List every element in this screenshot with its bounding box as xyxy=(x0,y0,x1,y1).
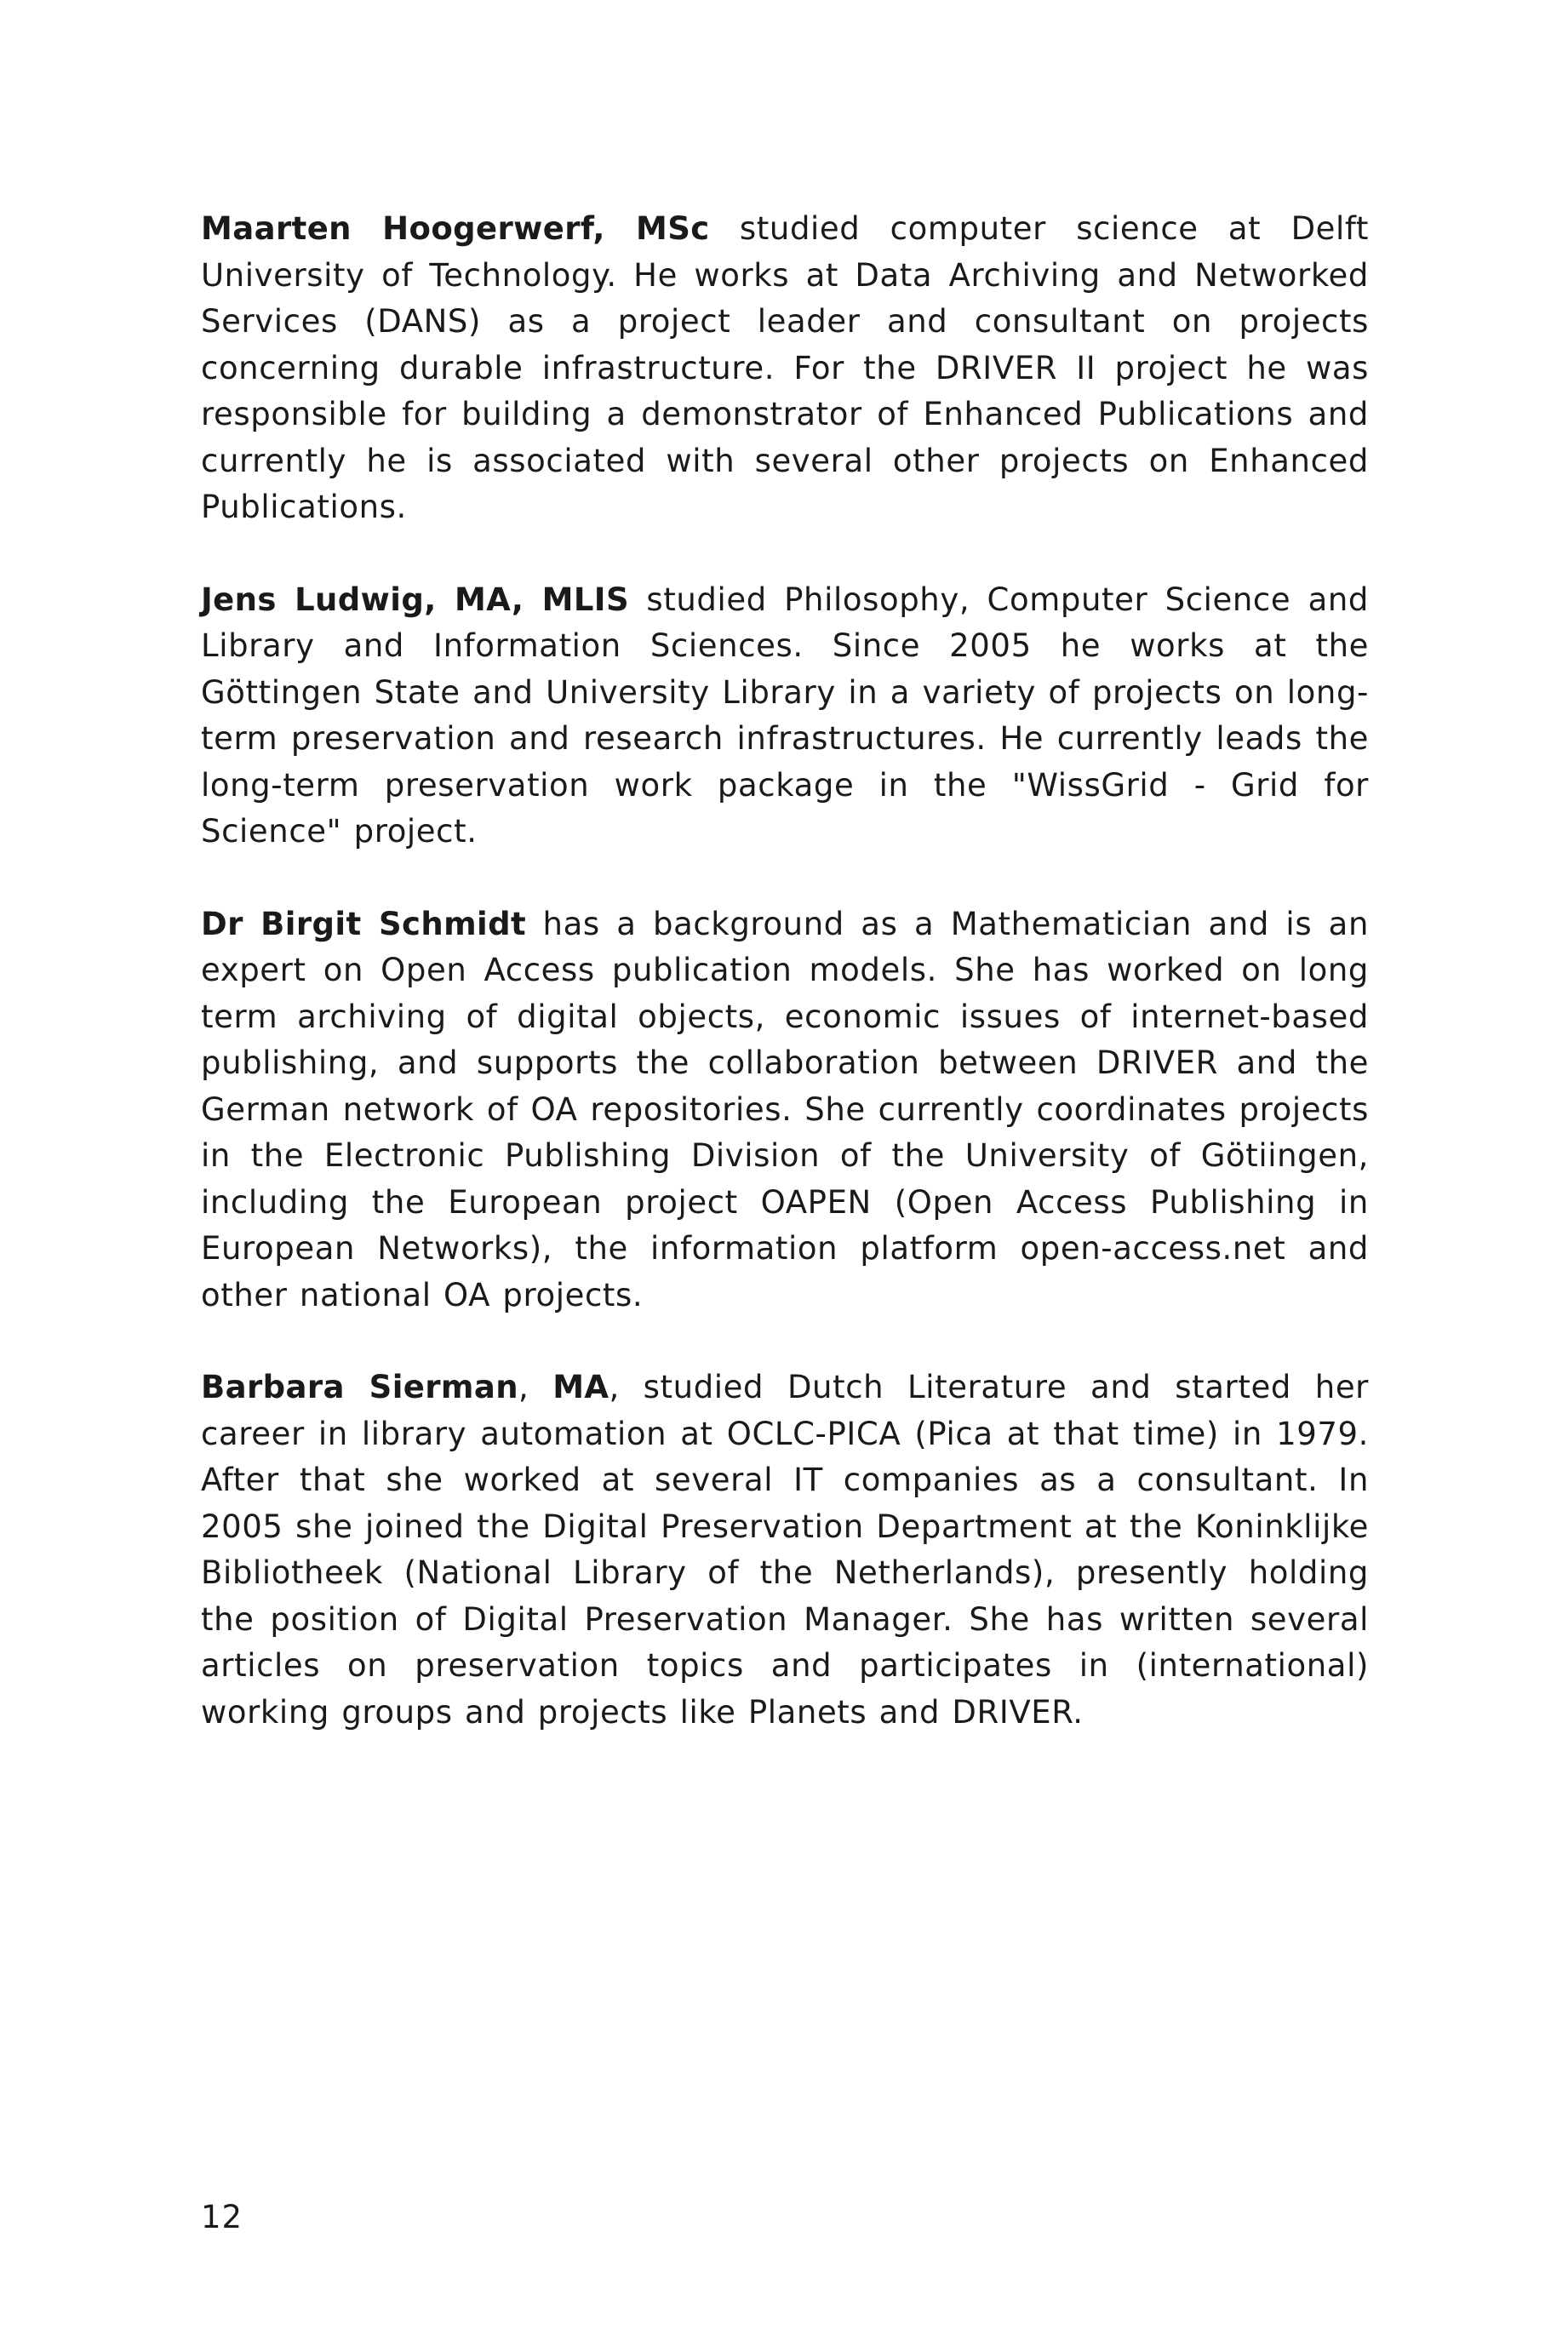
bio-name: Barbara Sierman xyxy=(201,1369,518,1405)
bio-paragraph-sierman xyxy=(201,1365,1369,1736)
page-content xyxy=(201,206,1369,1782)
bio-text: studied computer science at Delft University of Technology. He works at Data Archiving and Networked Services (DANS) as a project leader and consultant on projects concerning durable infrastructure. For the DRIVER II project he was responsible for building a demonstrator of Enhanced Publications and currently he is associated with several other projects on Enhanced Publications. xyxy=(201,210,1369,525)
bio-name: Jens Ludwig, MA, MLIS xyxy=(201,581,630,618)
bio-paragraph-hoogerwerf xyxy=(201,206,1369,531)
bio-credential: MA xyxy=(552,1369,609,1405)
bio-separator: , xyxy=(518,1369,553,1405)
bio-text: , studied Dutch Literature and started her career in library automation at OCLC-PICA (Pica at that time) in 1979. After that she worked at several IT companies as a consultant. In 2005 she joined the Digital Preservation Department at the Koninklijke Bibliotheek (National Library of the Netherlands), presently holding the position of Digital Preservation Manager. She has written several articles on preservation topics and participates in (international) working groups and projects like Planets and DRIVER. xyxy=(201,1369,1369,1731)
bio-paragraph-ludwig xyxy=(201,577,1369,856)
bio-name: Maarten Hoogerwerf, MSc xyxy=(201,210,710,247)
page-number: 12 xyxy=(201,2199,243,2235)
bio-text: has a background as a Mathematician and is an expert on Open Access publication models. She has worked on long term archiving of digital objects, economic issues of internet-based publishing, and supports the collaboration between DRIVER and the German network of OA repositories. She currently coordinates projects in the Electronic Publishing Division of the University of Götiingen, including the European project OAPEN (Open Access Publishing in European Networks), the information platform open-access.net and other national OA projects. xyxy=(201,905,1369,1313)
bio-paragraph-schmidt xyxy=(201,901,1369,1319)
bio-text: studied Philosophy, Computer Science and Library and Information Sciences. Since 2005 he works at the Göttingen State and University Library in a variety of projects on long-term preservation and research infrastructures. He currently leads the long-term preservation work package in the "WissGrid - Grid for Science" project. xyxy=(201,581,1369,850)
bio-name: Dr Birgit Schmidt xyxy=(201,905,527,942)
